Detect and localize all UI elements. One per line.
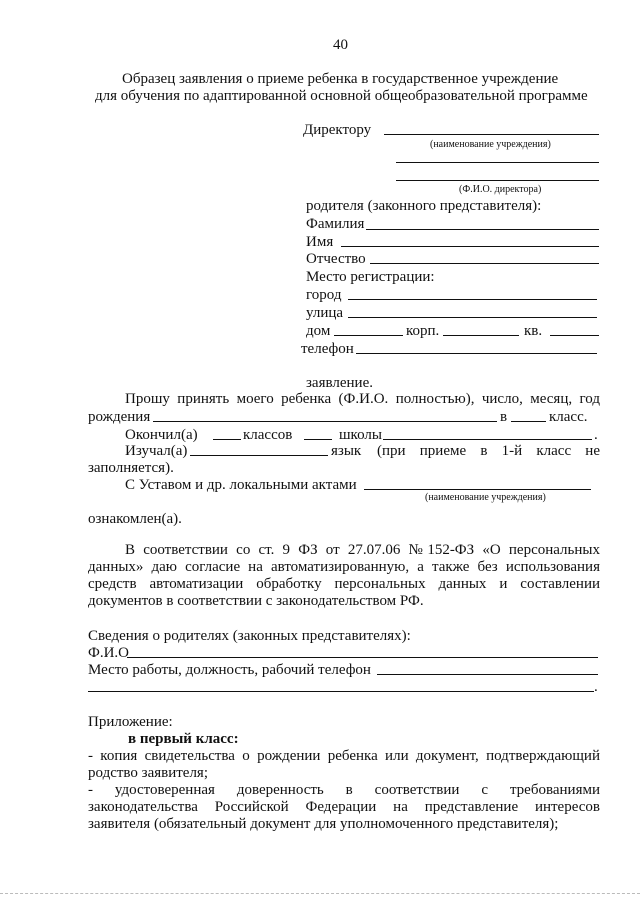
- finished-label: Окончил(а): [125, 427, 198, 443]
- street-label: улица: [306, 305, 344, 321]
- classes-label: классов: [243, 427, 293, 443]
- appendix-first-class: в первый класс:: [128, 731, 239, 747]
- appendix-item-2-line-1: - удостоверенная доверенность в соответствии с требованиями: [88, 782, 600, 798]
- school-name-field[interactable]: [383, 439, 592, 440]
- house-field[interactable]: [334, 335, 403, 336]
- acquainted-label: ознакомлен(а).: [88, 511, 182, 527]
- parent-fio-field[interactable]: [127, 657, 598, 658]
- school-label: школы: [339, 427, 382, 443]
- page-number: 40: [333, 37, 348, 53]
- birth-label: рождения: [88, 409, 151, 425]
- parent-work-field[interactable]: [377, 674, 598, 675]
- appendix-item-2-line-3: заявителя (обязательный документ для уполномоченного представителя);: [88, 816, 559, 832]
- registration-label: Место регистрации:: [306, 269, 435, 285]
- charter-hint: (наименование учреждения): [425, 492, 546, 503]
- consent-line-4: документов в соответствии с законодательством РФ.: [88, 593, 424, 609]
- name-field[interactable]: [341, 246, 599, 247]
- phone-field[interactable]: [356, 353, 597, 354]
- parent-work-period: .: [594, 679, 598, 695]
- apartment-field[interactable]: [550, 335, 599, 336]
- consent-line-1: В соответствии со ст. 9 ФЗ от 27.07.06 №152-ФЗ «О персональных: [125, 542, 600, 558]
- surname-field[interactable]: [366, 229, 599, 230]
- school-number-field[interactable]: [304, 439, 332, 440]
- application-heading: заявление.: [306, 375, 373, 391]
- institution-field-2[interactable]: [396, 162, 599, 163]
- title-line-1: Образец заявления о приеме ребенка в государственное учреждение: [122, 71, 559, 87]
- building-field[interactable]: [443, 335, 519, 336]
- director-label: Директору: [303, 122, 372, 138]
- charter-institution-field[interactable]: [364, 489, 591, 490]
- patronymic-field[interactable]: [370, 263, 599, 264]
- scan-edge-divider: [0, 893, 640, 894]
- appendix-heading: Приложение:: [88, 714, 173, 730]
- first-class-note: (при приеме в 1-й класс не: [377, 443, 600, 459]
- appendix-item-2-line-2: законодательства Российской Федерации на представление интересов: [88, 799, 600, 815]
- in-label: в: [500, 409, 508, 425]
- school-period: .: [594, 427, 598, 443]
- street-field[interactable]: [348, 317, 597, 318]
- surname-label: Фамилия: [306, 216, 365, 232]
- not-filled-note: заполняется).: [88, 460, 174, 476]
- request-line-1: Прошу принять моего ребенка (Ф.И.О. полностью), число, месяц, год: [125, 391, 600, 407]
- name-label: Имя: [306, 234, 334, 250]
- class-label: класс.: [549, 409, 588, 425]
- city-label: город: [306, 287, 342, 303]
- city-field[interactable]: [348, 299, 597, 300]
- parent-work-label: Место работы, должность, рабочий телефон: [88, 662, 371, 678]
- studied-label: Изучал(а): [125, 443, 188, 459]
- appendix-item-1-line-1: - копия свидетельства о рождении ребенка или документ, подтверждающий: [88, 748, 600, 764]
- consent-line-3: средств автоматизации обработку персональных данных и составлении: [88, 576, 600, 592]
- director-name-hint: (Ф.И.О. директора): [459, 184, 542, 195]
- charter-label: С Уставом и др. локальными актами: [125, 477, 357, 493]
- title-line-2: для обучения по адаптированной основной общеобразовательной программе: [95, 88, 588, 104]
- house-label: дом: [306, 323, 331, 339]
- parent-work-field-2[interactable]: [88, 691, 594, 692]
- institution-hint: (наименование учреждения): [430, 139, 551, 150]
- language-field[interactable]: [190, 455, 328, 456]
- patronymic-label: Отчество: [306, 251, 366, 267]
- language-label: язык: [331, 443, 362, 459]
- phone-label: телефон: [301, 341, 354, 357]
- child-info-field[interactable]: [153, 421, 497, 422]
- consent-line-2: данных» даю согласие на автоматизированную, а также без использования: [88, 559, 600, 575]
- building-label: корп.: [406, 323, 440, 339]
- parents-heading: Сведения о родителях (законных представителях):: [88, 628, 411, 644]
- class-number-field[interactable]: [511, 421, 546, 422]
- director-name-field[interactable]: [396, 180, 599, 181]
- classes-count-field[interactable]: [213, 439, 241, 440]
- parent-fio-label: Ф.И.О: [88, 645, 130, 661]
- institution-field[interactable]: [384, 134, 599, 135]
- apartment-label: кв.: [524, 323, 543, 339]
- parent-label: родителя (законного представителя):: [306, 198, 542, 214]
- appendix-item-1-line-2: родство заявителя;: [88, 765, 208, 781]
